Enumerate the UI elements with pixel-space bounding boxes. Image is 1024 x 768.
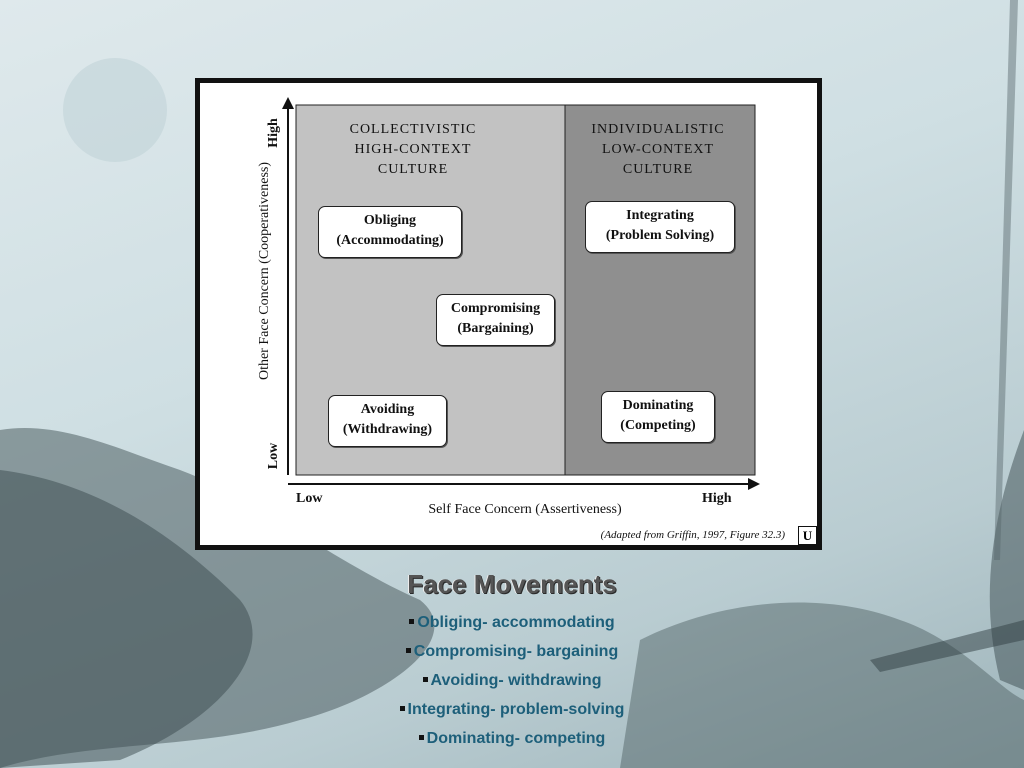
bullet-text: Avoiding- withdrawing — [430, 672, 602, 689]
x-axis-arrow — [748, 478, 760, 490]
x-axis-low-label: Low — [296, 491, 323, 506]
individualistic-title-line3: CULTURE — [622, 162, 694, 177]
dominating-box — [601, 391, 715, 443]
y-axis-high-label: High — [266, 118, 281, 148]
obliging-label: Obliging — [363, 213, 417, 228]
compromising-box — [436, 294, 555, 346]
compromising-sublabel: (Bargaining) — [457, 321, 534, 336]
x-axis-label: Self Face Concern (Assertiveness) — [428, 502, 622, 517]
avoiding-box — [328, 395, 447, 447]
individualistic-title — [563, 120, 753, 180]
integrating-label: Integrating — [626, 208, 694, 223]
collectivistic-title-line2: HIGH-CONTEXT — [354, 142, 472, 157]
bullet-square-icon — [409, 619, 414, 624]
diagram-frame — [195, 78, 822, 550]
list-item — [0, 611, 1024, 640]
bullet-square-icon — [423, 677, 428, 682]
logo-u-icon: U — [798, 526, 817, 545]
collectivistic-title — [318, 120, 508, 180]
integrating-box — [585, 201, 735, 253]
integrating-sublabel: (Problem Solving) — [605, 228, 715, 243]
compromising-label: Compromising — [450, 301, 541, 316]
y-axis-low-label: Low — [266, 442, 281, 470]
individualistic-title-line2: LOW-CONTEXT — [601, 142, 715, 157]
bullet-square-icon — [400, 706, 405, 711]
y-axis-arrow — [282, 97, 294, 109]
bullet-square-icon — [419, 735, 424, 740]
bullet-text: Obliging- accommodating — [417, 614, 615, 631]
dominating-label: Dominating — [622, 398, 694, 413]
collectivistic-title-line1: COLLECTIVISTIC — [349, 122, 477, 137]
collectivistic-title-line3: CULTURE — [377, 162, 449, 177]
y-axis-label: Other Face Concern (Cooperativeness) — [257, 161, 272, 381]
dominating-sublabel: (Competing) — [620, 418, 696, 433]
slide-title: Face Movements — [407, 569, 617, 599]
list-item — [0, 698, 1024, 727]
individualistic-title-line1: INDIVIDUALISTIC — [591, 122, 725, 137]
bullet-list — [0, 611, 1024, 756]
list-item — [0, 727, 1024, 756]
source-caption: (Adapted from Griffin, 1997, Figure 32.3) — [600, 529, 785, 541]
avoiding-label: Avoiding — [360, 402, 415, 417]
list-item — [0, 669, 1024, 698]
bullet-text: Integrating- problem-solving — [407, 701, 625, 718]
list-item — [0, 640, 1024, 669]
bullet-square-icon — [406, 648, 411, 653]
bullet-text: Compromising- bargaining — [413, 643, 619, 660]
obliging-sublabel: (Accommodating) — [336, 233, 444, 248]
bullet-text: Dominating- competing — [426, 730, 606, 747]
avoiding-sublabel: (Withdrawing) — [342, 422, 433, 437]
obliging-box — [318, 206, 462, 258]
x-axis-high-label: High — [702, 491, 732, 506]
